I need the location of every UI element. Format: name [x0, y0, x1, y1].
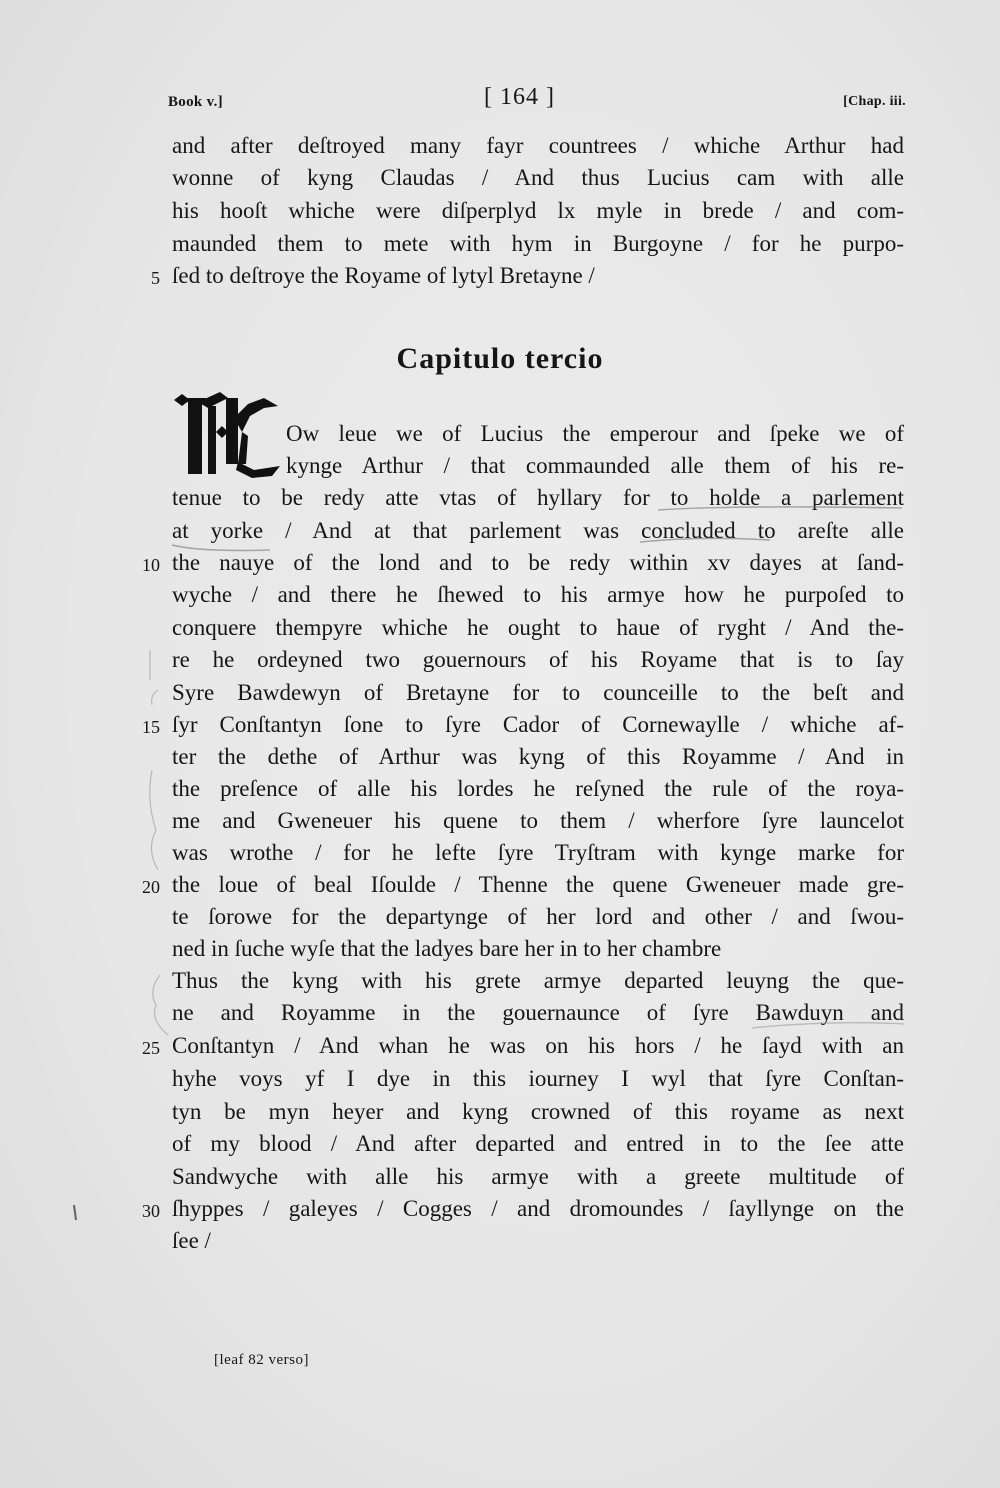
text-line: tyn be myn heyer and kyng crowned of this royame as next	[172, 1099, 904, 1124]
text-line: the loue of beal Iſoulde / Thenne the quene Gweneuer made gre-	[172, 872, 904, 897]
leaf-signature: [leaf 82 verso]	[214, 1352, 309, 1368]
text-line: and after deſtroyed many fayr countrees / whiche Arthur had	[172, 133, 904, 158]
text-line: Conſtantyn / And whan he was on his hors / he ſayd with an	[172, 1033, 904, 1058]
text-line: hyhe voys yf I dye in this iourney I wyl that ſyre Conſtan-	[172, 1066, 904, 1091]
text-line: conquere thempyre whiche he ought to haue of ryght / And the-	[172, 615, 904, 640]
text-line: ſee /	[172, 1228, 211, 1253]
text-line: te ſorowe for the departynge of her lord and other / and ſwou-	[172, 904, 904, 929]
text-line: ſhyppes / galeyes / Cogges / and dromoundes / ſayllynge on the	[172, 1196, 904, 1221]
text-line: the preſence of alle his lordes he reſyned the rule of the roya-	[172, 776, 904, 801]
text-line: kynge Arthur / that commaunded alle them of his re-	[286, 453, 904, 478]
line-number: 30	[142, 1201, 160, 1221]
text-line: ne and Royamme in the gouernaunce of ſyre Bawduyn and	[172, 1000, 904, 1025]
line-number: 20	[142, 877, 160, 897]
line-number: 10	[142, 555, 160, 575]
text-line: wyche / and there he ſhewed to his armye how he purpoſed to	[172, 582, 904, 607]
chapter-heading: Capitulo tercio	[396, 342, 604, 375]
text-line: of my blood / And after departed and entred in to the ſee atte	[172, 1131, 904, 1156]
text-line: Thus the kyng with his grete armye departed leuyng the que-	[172, 968, 904, 993]
text-line: ned in ſuche wyſe that the ladyes bare her in to her chambre	[172, 936, 722, 961]
text-line: ter the dethe of Arthur was kyng of this Royamme / And in	[172, 744, 904, 769]
text-line: Sandwyche with alle his armye with a greete multitude of	[172, 1164, 904, 1189]
text-line: his hooſt whiche were diſperplyd lx myle in brede / and com-	[172, 198, 904, 223]
text-line: tenue to be redy atte vtas of hyllary for to holde a parlement	[172, 485, 904, 510]
text-line: maunded them to mete with hym in Burgoyne / for he purpo-	[172, 231, 904, 256]
text-line: re he ordeyned two gouernours of his Royame that is to ſay	[172, 647, 904, 672]
text-line: me and Gweneuer his quene to them / wherfore ſyre launcelot	[172, 808, 904, 833]
text-line: wonne of kyng Claudas / And thus Lucius cam with alle	[172, 165, 904, 190]
text-line: the nauye of the lond and to be redy within xv dayes at ſand-	[172, 550, 904, 575]
running-head-chapter: [Chap. iii.	[843, 94, 906, 109]
line-number: 15	[142, 717, 160, 737]
line-number: 5	[151, 268, 160, 288]
text-line: ſed to deſtroye the Royame of lytyl Bretayne /	[172, 263, 595, 288]
running-head	[168, 84, 906, 124]
text-line: ſyr Conſtantyn ſone to ſyre Cador of Cornewaylle / whiche af-	[172, 712, 904, 737]
text-line: Syre Bawdewyn of Bretayne for to counceille to the beſt and	[172, 680, 904, 705]
page-number: [ 164 ]	[484, 84, 555, 110]
text-line: Ow leue we of Lucius the emperour and ſpeke we of	[286, 421, 904, 446]
text-line: was wrothe / for he lefte ſyre Tryſtram with kynge marke for	[172, 840, 904, 865]
running-head-book: Book v.]	[168, 94, 223, 110]
text-line: at yorke / And at that parlement was concluded to areſte alle	[172, 518, 904, 543]
line-number: 25	[142, 1038, 160, 1058]
decorated-initial-n	[168, 392, 286, 482]
